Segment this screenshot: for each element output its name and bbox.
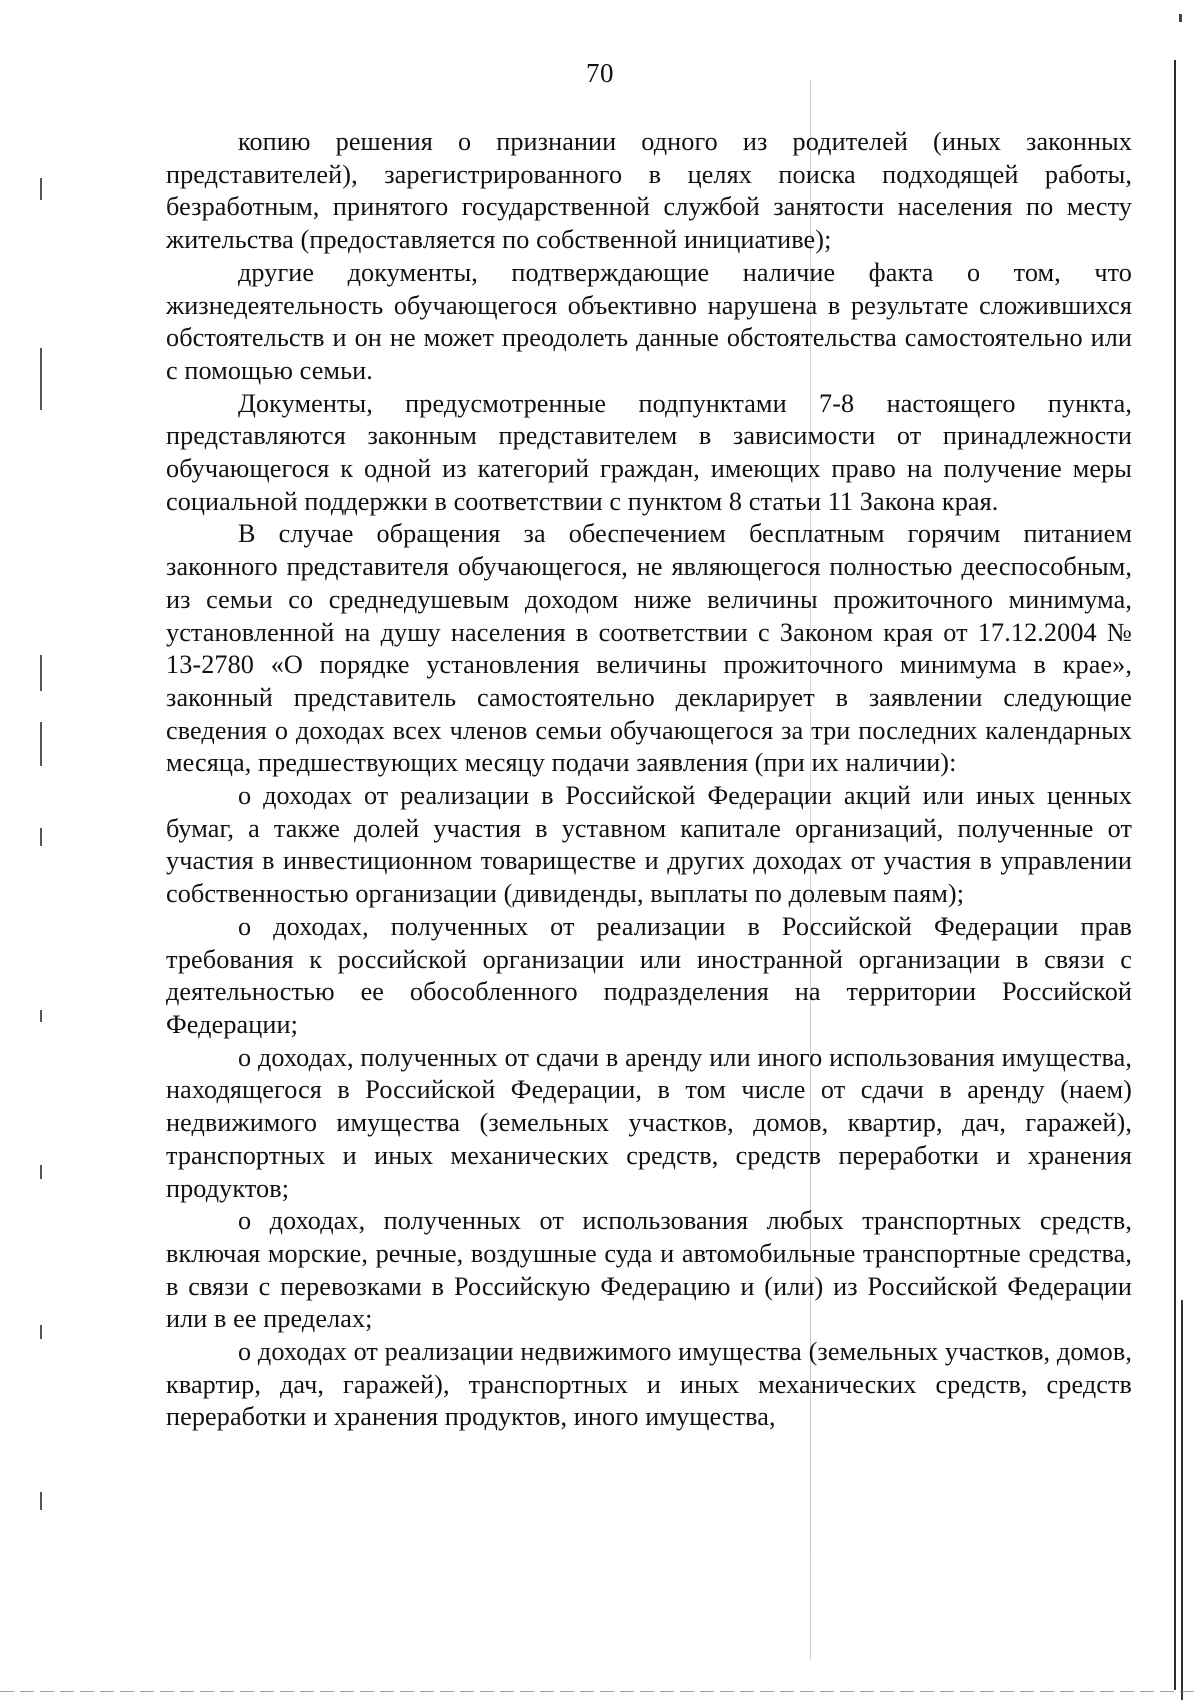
- page-number: 70: [586, 58, 614, 88]
- scan-mark: [1179, 14, 1182, 22]
- paragraph: о доходах от реализации недвижимого имущества (земельных участков, домов, квартир, дач, гаражей), транспортных и иных механических средств, средств переработки и хранения продуктов, иного имущества,: [166, 1337, 1132, 1432]
- scan-mark: [40, 655, 42, 691]
- scan-bottom-line: [0, 1691, 1200, 1692]
- paragraph: другие документы, подтверждающие наличие факта о том, что жизнедеятельность обучающегося объективно нарушена в результате сложившихся обстоятельств и он не может преодолеть данные обстоятельства самостоятельно или с помощью семьи.: [166, 257, 1132, 385]
- paragraph: копию решения о признании одного из родителей (иных законных представителей), зарегистрированного в целях поиска подходящей работы, безработным, принятого государственной службой занятости населения по месту жительства (предоставляется по собственной инициативе);: [166, 127, 1132, 255]
- scan-mark: [40, 1492, 42, 1510]
- scan-mark: [40, 722, 42, 766]
- paragraph: В случае обращения за обеспечением бесплатным горячим питанием законного представителя обучающегося, не являющегося полностью дееспособным, из семьи со среднедушевым доходом ниже величины прожиточного минимума, установленной на душу населения в соответствии с Законом края от 17.12.2004 № 13-2780 «О порядке установления величины прожиточного минимума в крае», законный представитель самостоятельно декларирует в заявлении следующие сведения о доходах всех членов семьи обучающегося за три последних календарных месяца, предшествующих месяцу подачи заявления (при их наличии):: [166, 519, 1132, 778]
- scan-mark: [40, 178, 42, 200]
- scan-mark: [40, 828, 42, 846]
- scan-mark: [40, 1010, 42, 1022]
- paragraph: о доходах от реализации в Российской Федерации акций или иных ценных бумаг, а также долей участия в уставном капитале организаций, полученные от участия в инвестиционном товариществе и других доходах от участия в управлении собственностью организации (дивиденды, выплаты по долевым паям);: [166, 781, 1132, 909]
- scan-border-line: [1181, 1300, 1183, 1700]
- scan-mark: [40, 1325, 42, 1339]
- scan-mark: [40, 348, 42, 410]
- paragraph: о доходах, полученных от использования любых транспортных средств, включая морские, речные, воздушные суда и автомобильные транспортные средства, в связи с перевозками в Российскую Федерацию и (или) из Российской Федерации или в ее пределах;: [166, 1206, 1132, 1334]
- paragraph: о доходах, полученных от реализации в Российской Федерации прав требования к российской организации или иностранной организации в связи с деятельностью ее обособленного подразделения на территории Российской Федерации;: [166, 911, 1132, 1039]
- paragraph: о доходах, полученных от сдачи в аренду или иного использования имущества, находящегося в Российской Федерации, в том числе от сдачи в аренду (наем) недвижимого имущества (земельных участков, домов, квартир, дач, гаражей), транспортных и иных механических средств, средств переработки и хранения продуктов;: [166, 1042, 1132, 1203]
- scan-mark: [40, 1165, 42, 1179]
- document-body: [166, 126, 1132, 1434]
- paragraph: Документы, предусмотренные подпунктами 7-8 настоящего пункта, представляются законным представителем в зависимости от принадлежности обучающегося к одной из категорий граждан, имеющих право на получение меры социальной поддержки в соответствии с пунктом 8 статьи 11 Закона края.: [166, 388, 1132, 516]
- scan-border-line: [1174, 60, 1176, 1690]
